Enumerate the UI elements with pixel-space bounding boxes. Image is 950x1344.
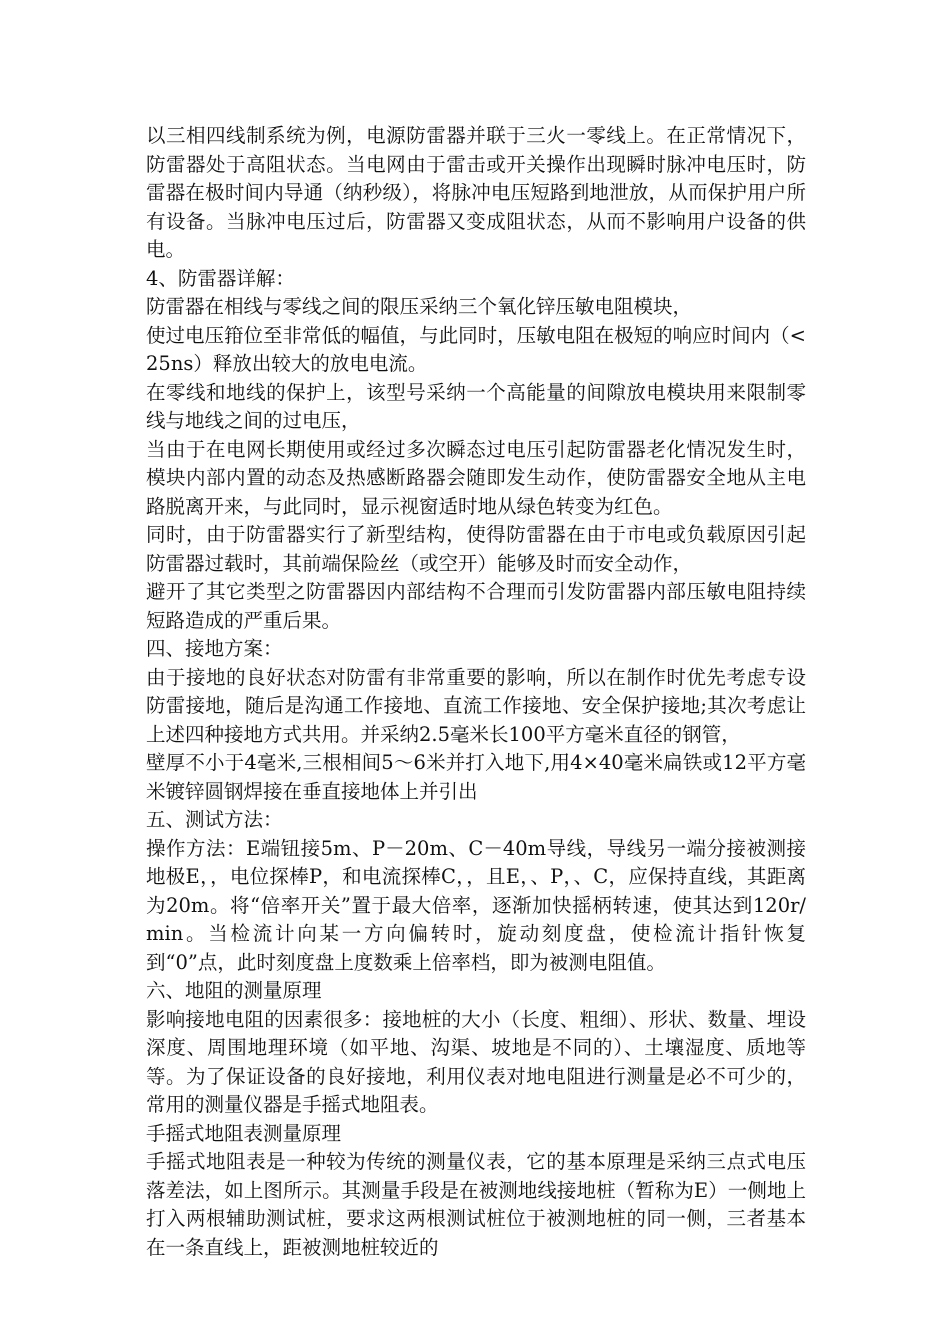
paragraph-thermal-breaker: 当由于在电网长期使用或经过多次瞬态过电压引起防雷器老化情况发生时，模块内部内置的动态及热感断路器会随即发生动作，使防雷器安全地从主电路脱离开来，与此同时，显示视窗适时地从绿色转变为红色。 bbox=[146, 437, 806, 518]
paragraph-varistor-module: 防雷器在相线与零线之间的限压采纳三个氧化锌压敏电阻模块， bbox=[146, 295, 693, 318]
heading-arrester-detail: 4、防雷器详解： bbox=[146, 266, 295, 290]
paragraph-steel-pipe: 壁厚不小于4毫米,三根相间5～6米并打入地下,用4×40毫米扁铁或12平方毫米镀锌圆钢焊接在垂直接地体上并引出 bbox=[146, 751, 806, 803]
heading-grounding-plan: 四、接地方案： bbox=[146, 637, 283, 660]
paragraph-grounding-priority: 由于接地的良好状态对防雷有非常重要的影响，所以在制作时优先考虑专设防雷接地，随后是沟通工作接地、直流工作接地、安全保护接地;其次考虑让上述四种接地方式共用。并采纳2.5毫米长100平方毫米直径的钢管， bbox=[146, 665, 806, 746]
paragraph-resistance-factors: 影响接地电阻的因素很多：接地桩的大小（长度、粗细）、形状、数量、埋设深度、周围地理环境（如平地、沟渠、坡地是不同的）、土壤湿度、质地等等。为了保证设备的良好接地，利用仪表对地电阻进行测量是必不可少的，常用的测量仪器是手摇式地阻表。 bbox=[146, 1007, 806, 1116]
paragraph-three-point-method: 手摇式地阻表是一种较为传统的测量仪表，它的基本原理是采纳三点式电压落差法，如上图所示。其测量手段是在被测地线接地桩（暂称为E）一侧地上打入两根辅助测试桩，要求这两根测试桩位于被测地桩的同一侧，三者基本在一条直线上，距被测地桩较近的 bbox=[146, 1150, 806, 1259]
paragraph-avoid-short: 避开了其它类型之防雷器因内部结构不合理而引发防雷器内部压敏电阻持续短路造成的严重后果。 bbox=[146, 580, 806, 632]
paragraph-gap-discharge: 在零线和地线的保护上，该型号采纳一个高能量的间隙放电模块用来限制零线与地线之间的过电压， bbox=[146, 380, 806, 432]
heading-hand-crank-principle: 手摇式地阻表测量原理 bbox=[146, 1121, 342, 1145]
paragraph-fuse-protection: 同时，由于防雷器实行了新型结构，使得防雷器在由于市电或负载原因引起防雷器过载时，其前端保险丝（或空开）能够及时而安全动作， bbox=[146, 523, 806, 575]
paragraph-operation-method: 操作方法：E端钮接5m、P－20m、C－40m导线，导线另一端分接被测接地极E，，电位探棒P，和电流探棒C，，且E，、P，、C，应保持直线，其距离为20m。将“倍率开关”置于最大倍率，逐渐加快摇柄转速，使其达到120r/min。当检流计向某一方向偏转时，旋动刻度盘，使检流计指针恢复到“0”点，此时刻度盘上度数乘上倍率档，即为被测电阻值。 bbox=[146, 836, 806, 974]
document-body bbox=[146, 122, 806, 1262]
heading-test-method: 五、测试方法： bbox=[146, 808, 283, 831]
paragraph-clamping: 使过电压箝位至非常低的幅值，与此同时，压敏电阻在极短的响应时间内（<25ns）释放出较大的放电电流。 bbox=[146, 323, 806, 375]
paragraph-three-phase-intro: 以三相四线制系统为例，电源防雷器并联于三火一零线上。在正常情况下，防雷器处于高阻状态。当电网由于雷击或开关操作出现瞬时脉冲电压时，防雷器在极时间内导通（纳秒级），将脉冲电压短路到地泄放，从而保护用户所有设备。当脉冲电压过后，防雷器又变成阻状态，从而不影响用户设备的供电。 bbox=[146, 124, 806, 261]
heading-resistance-principle: 六、地阻的测量原理 bbox=[146, 979, 322, 1002]
